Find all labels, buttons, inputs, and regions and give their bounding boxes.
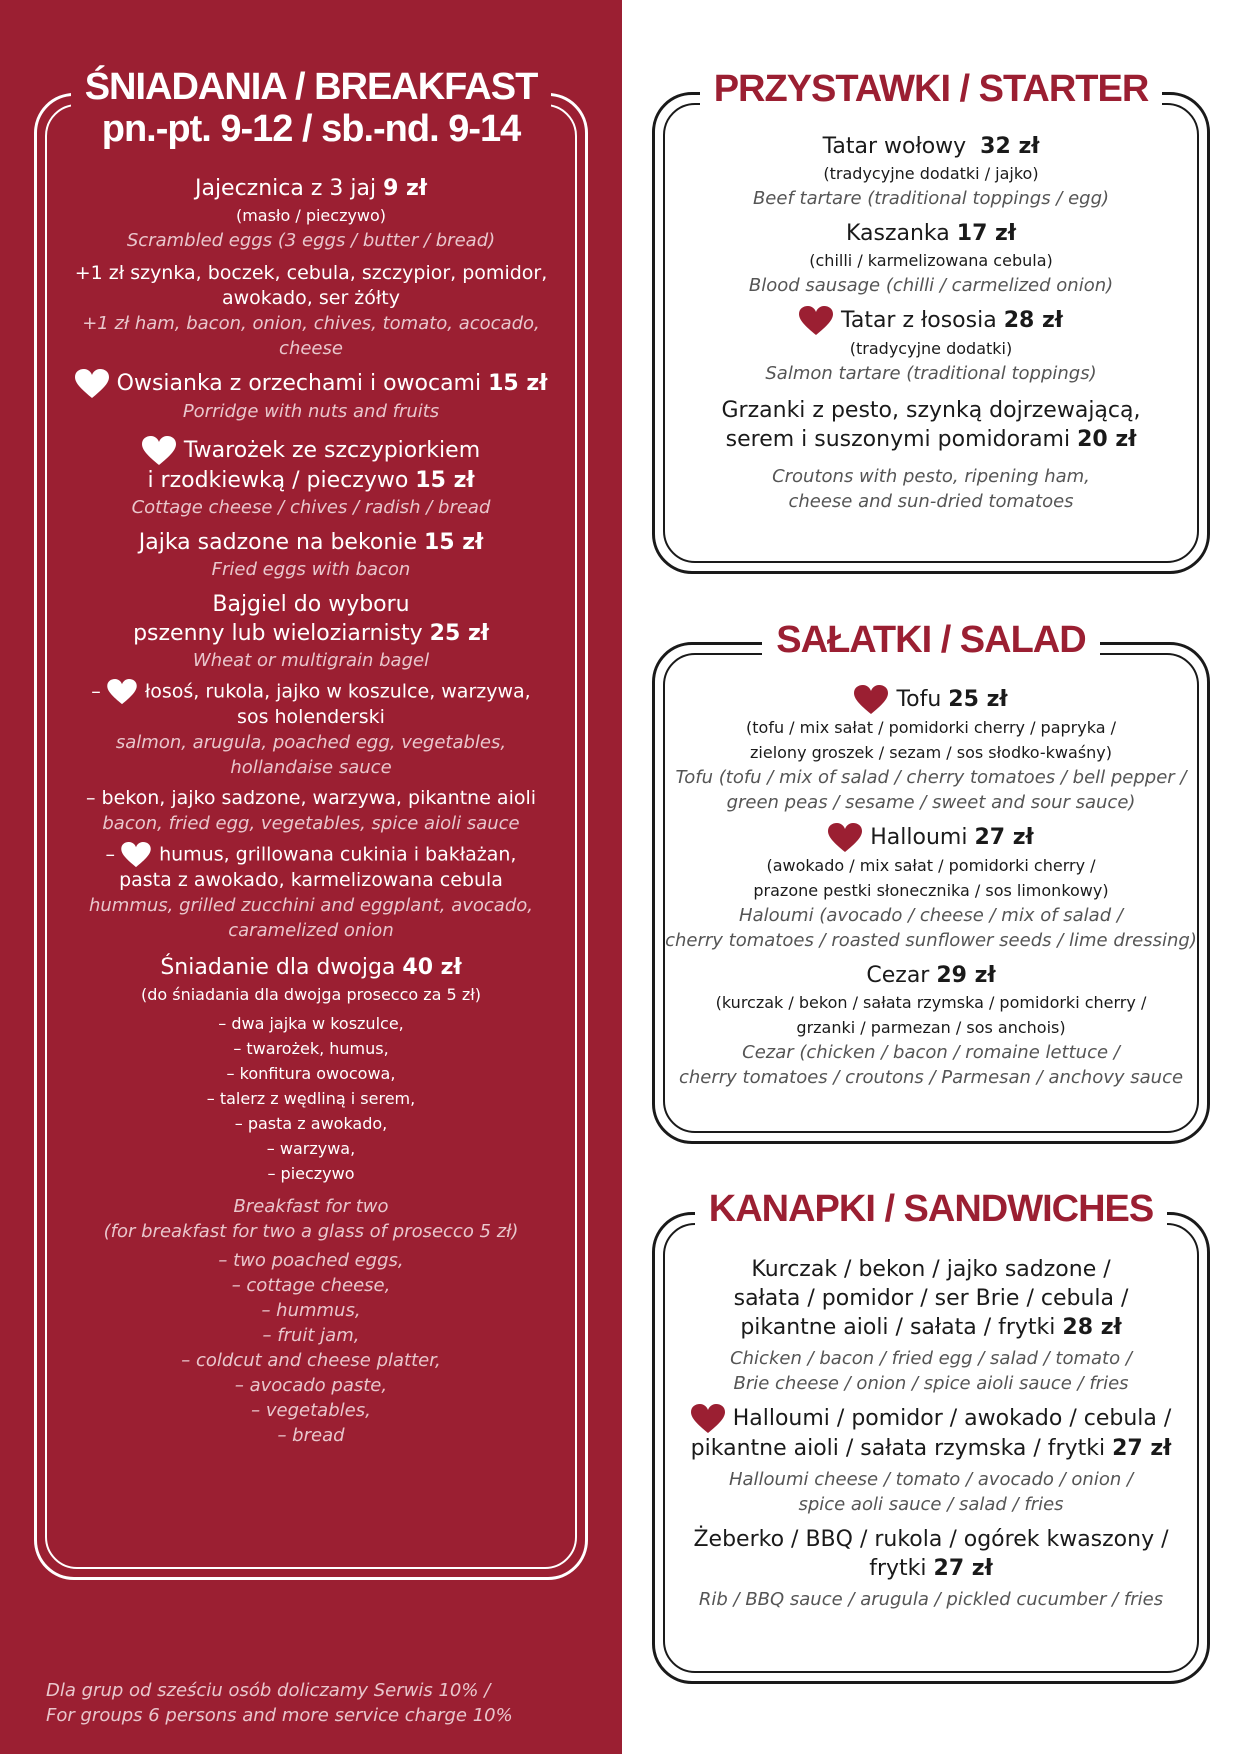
heart-icon [854,685,888,715]
breakfast-title: ŚNIADANIA / BREAKFAST [0,66,622,108]
item-ingredients: (kurczak / bekon / sałata rzymska / pomidorki cherry / [715,993,1147,1012]
menu-item: Owsianka z orzechami i owocami 15 zł [50,369,572,399]
sandwiches-content [662,1255,1200,1612]
service-charge-note: Dla grup od sześciu osób doliczamy Serwis 10% / For groups 6 persons and more service charge 10% [46,1680,513,1726]
menu-item-line: i rzodkiewką / pieczywo 15 zł [147,468,475,493]
item-ingredients: (tofu / mix sałat / pomidorki cherry / papryka / [746,718,1116,737]
item-english: Wheat or multigrain bagel [192,650,430,671]
item-ingredients: prazone pestki słonecznika / sos limonkowy) [753,881,1109,900]
heart-icon [107,679,137,705]
item-english: hummus, grilled zucchini and eggplant, avocado, [88,895,533,916]
extras-line: awokado, ser żółty [221,287,400,309]
item-english: Salmon tartare (traditional toppings) [765,363,1097,384]
salad-title: SAŁATKI / SALAD [652,617,1210,663]
sandwiches-title: KANAPKI / SANDWICHES [652,1186,1210,1232]
item-english: Cottage cheese / chives / radish / bread [131,497,491,518]
bagel-option-line: sos holenderski [237,706,385,728]
item-english: Croutons with pesto, ripening ham, [772,466,1090,487]
extras-english: +1 zł ham, bacon, onion, chives, tomato, acocado, cheese [82,313,540,359]
starter-title: PRZYSTAWKI / STARTER [652,66,1210,112]
item-english: bacon, fried egg, vegetables, spice aioli sauce [102,813,520,834]
item-english: Halloumi cheese / tomato / avocado / onion / [728,1469,1134,1490]
salad-content [662,685,1200,1090]
item-ingredients: (masło / pieczywo) [235,206,387,225]
menu-item: Bajgiel do wyboru [212,592,410,617]
item-english: Cezar (chicken / bacon / romaine lettuce / [742,1042,1120,1063]
item-english: salmon, arugula, poached egg, vegetables, [115,732,507,753]
starter-content [662,132,1200,514]
extras-line: +1 zł szynka, boczek, cebula, szczypior, pomidor, [74,262,548,284]
item-english: cherry tomatoes / roasted sunflower seeds / lime dressing) [665,930,1197,951]
item-english: Beef tartare (traditional toppings / egg) [752,188,1110,209]
menu-item-line: serem i suszonymi pomidorami 20 zł [725,427,1137,452]
menu-item: Żeberko / BBQ / rukola / ogórek kwaszony / [693,1527,1169,1552]
menu-item: Jajecznica z 3 jaj 9 zł [194,176,428,201]
bagel-option: – humus, grillowana cukinia i bakłażan, [50,842,572,868]
menu-item-line: pikantne aioli / sałata rzymska / frytki 27 zł [690,1436,1172,1461]
menu-item-line: pszenny lub wieloziarnisty 25 zł [133,621,489,646]
menu-item: Twarożek ze szczypiorkiem [50,436,572,466]
item-english: Blood sausage (chilli / carmelized onion) [748,275,1114,296]
menu-item: Kurczak / bekon / jajko sadzone / [751,1257,1111,1282]
item-english: Tofu (tofu / mix of salad / cherry tomatoes / bell pepper / [675,767,1187,788]
two-list: – dwa jajka w koszulce, – twarożek, humus, – konfitura owocowa, – talerz z wędliną i serem, – pasta z awokado, – warzywa, – pieczywo [206,1014,416,1183]
breakfast-hours: pn.-pt. 9-12 / sb.-nd. 9-14 [0,108,622,150]
bagel-option: – łosoś, rukola, jajko w koszulce, warzywa, [50,679,572,705]
heart-icon [799,306,833,336]
menu-item-line: pikantne aioli / sałata / frytki 28 zł [740,1315,1122,1340]
item-english: cherry tomatoes / croutons / Parmesan / anchovy sauce [678,1067,1184,1088]
menu-item: Tatar wołowy 32 zł [822,134,1040,159]
menu-item: Tofu 25 zł [662,685,1200,715]
item-english: caramelized onion [228,920,394,941]
menu-item-line: frytki 27 zł [869,1556,993,1581]
item-ingredients: grzanki / parmezan / sos anchois) [796,1018,1066,1037]
menu-item: Halloumi 27 zł [662,823,1200,853]
bagel-option: – bekon, jajko sadzone, warzywa, pikantne aioli [85,787,537,809]
item-english: Scrambled eggs (3 eggs / butter / bread) [126,230,496,251]
breakfast-content [50,174,572,1448]
menu-item: Jajka sadzone na bekonie 15 zł [138,530,484,555]
heart-icon [828,823,862,853]
bagel-option-line: pasta z awokado, karmelizowana cebula [119,869,503,891]
item-ingredients: (awokado / mix sałat / pomidorki cherry / [766,856,1096,875]
item-english: Chicken / bacon / fried egg / salad / tomato / [730,1348,1132,1369]
item-english: Haloumi (avocado / cheese / mix of salad / [739,905,1123,926]
menu-item: Cezar 29 zł [866,963,996,988]
menu-item: Tatar z łososia 28 zł [662,306,1200,336]
heart-icon [121,842,151,868]
item-english: Porridge with nuts and fruits [182,401,440,422]
item-ingredients: (chilli / karmelizowana cebula) [809,251,1053,270]
heart-icon [75,369,109,399]
heart-icon [691,1404,725,1434]
heart-icon [142,436,176,466]
menu-item: Halloumi / pomidor / awokado / cebula / [662,1404,1200,1434]
item-ingredients: zielony groszek / sezam / sos słodko-kwaśny) [750,743,1112,762]
two-list-english: – two poached eggs, – cottage cheese, – hummus, – fruit jam, – coldcut and cheese platter, – avocado paste, – vegetables, – bread [181,1250,441,1446]
item-english: Rib / BBQ sauce / arugula / pickled cucumber / fries [698,1589,1164,1610]
item-english: cheese and sun-dried tomatoes [788,491,1074,512]
item-english: Brie cheese / onion / spice aioli sauce / fries [733,1373,1129,1394]
item-english: green peas / sesame / sweet and sour sauce) [726,792,1136,813]
menu-item-line: sałata / pomidor / ser Brie / cebula / [733,1286,1129,1311]
item-english: spice aoli sauce / salad / fries [798,1494,1064,1515]
menu-item: Grzanki z pesto, szynką dojrzewającą, [721,398,1141,423]
item-ingredients: (tradycyjne dodatki) [849,339,1013,358]
item-ingredients: (tradycyjne dodatki / jajko) [823,164,1039,183]
item-english: Fried eggs with bacon [211,559,411,580]
item-english: hollandaise sauce [230,757,392,778]
item-ingredients: (do śniadania dla dwojga prosecco za 5 zł) [140,985,481,1004]
item-english: Breakfast for two [233,1196,389,1217]
menu-item: Śniadanie dla dwojga 40 zł [160,955,462,980]
item-english: (for breakfast for two a glass of prosecco 5 zł) [103,1221,519,1242]
menu-item: Kaszanka 17 zł [845,221,1017,246]
